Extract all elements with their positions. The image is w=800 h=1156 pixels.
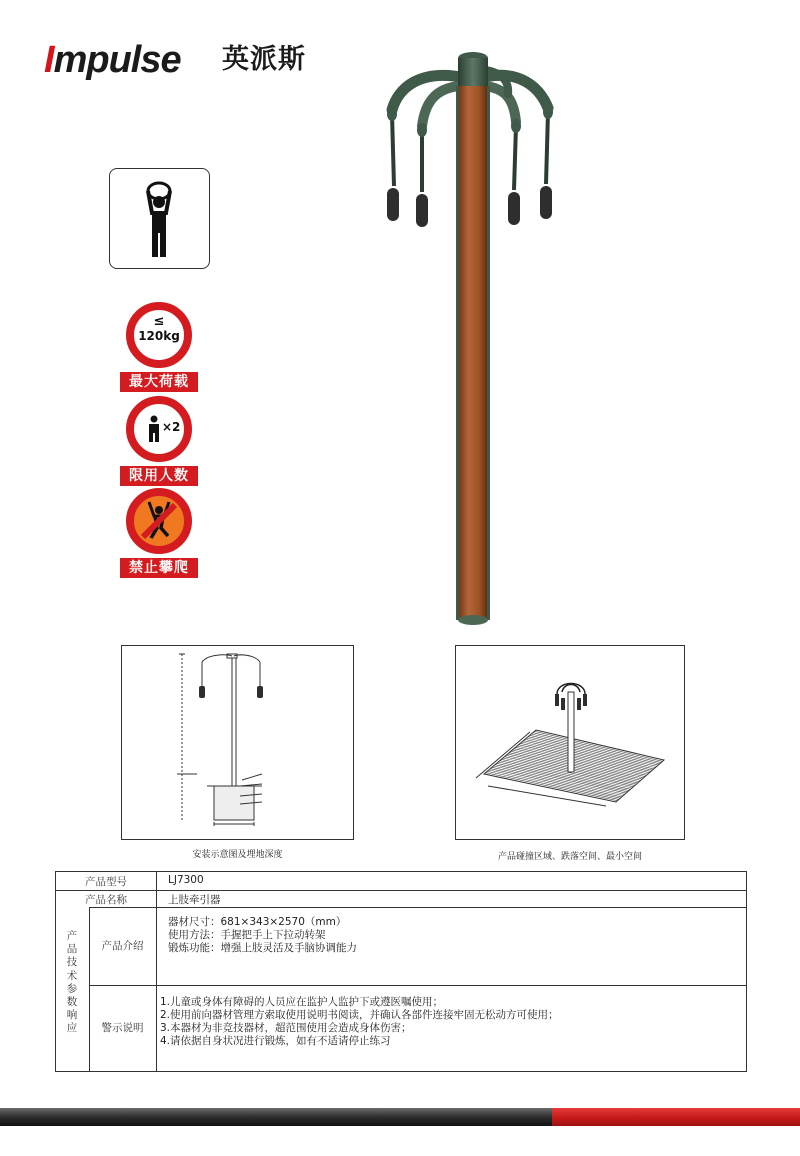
hatch-line (533, 733, 661, 763)
product-render (380, 48, 570, 630)
warning-line: 3.本器材为非竞技器材，超范围使用会造成身体伤害； (160, 1022, 412, 1034)
no-climb-sign (120, 488, 198, 578)
hatch-line (531, 734, 659, 764)
exercise-pictogram (109, 168, 210, 269)
product-name-label: 产品名称 (85, 894, 127, 906)
user-limit-label: 限用人数 (120, 466, 198, 486)
max-load-symbol: ≤ (153, 314, 165, 329)
installation-caption: 安装示意图及埋地深度 (192, 850, 283, 860)
table-divider (156, 872, 157, 1071)
warning-label: 警示说明 (101, 1022, 144, 1034)
no-climb-label: 禁止攀爬 (120, 558, 198, 578)
user-limit-sign (120, 396, 198, 486)
hatch-line (534, 731, 662, 761)
safety-area-drawing (455, 645, 685, 840)
installation-diagram (122, 646, 353, 839)
warning-line: 4.请依据自身状况进行锻炼，如有不适请停止练习 (160, 1035, 391, 1047)
brand-initial: I (44, 39, 54, 81)
brand-name-rest: mpulse (53, 39, 181, 81)
footer-bar-dark (0, 1108, 552, 1126)
footer-bar-red (552, 1108, 800, 1126)
safety-area-caption: 产品碰撞区域、跌落空间、最小空间 (497, 852, 642, 862)
table-divider (89, 985, 746, 986)
upper-limb-trainer-image (380, 48, 570, 630)
max-load-sign (120, 302, 198, 392)
model-label: 产品型号 (85, 876, 127, 888)
intro-content (168, 916, 357, 955)
hatch-line (530, 735, 658, 765)
max-load-label: 最大荷载 (120, 372, 198, 392)
max-load-circle-icon (126, 302, 192, 368)
table-divider (89, 907, 746, 908)
tech-params-label: 产品技术参数响应 (66, 930, 78, 1035)
warning-line: 1.儿童或身体有障碍的人员应在监护人监护下或遵医嘱使用； (160, 996, 444, 1008)
brand-name-en (44, 38, 181, 82)
user-pulling-icon (110, 169, 208, 267)
intro-line: 器材尺寸：681×343×2570（mm） (168, 916, 347, 928)
intro-line: 使用方法：手握把手上下拉动转架 (168, 929, 326, 941)
warning-content (160, 996, 559, 1048)
max-load-weight: 120kg (138, 329, 180, 343)
brand-name-cn: 英派斯 (222, 44, 306, 75)
product-name-value: 上肢牵引器 (168, 894, 221, 906)
model-value: LJ7300 (168, 874, 204, 886)
no-climb-circle-icon (126, 488, 192, 554)
installation-drawing (121, 645, 354, 840)
brand-logo (44, 38, 344, 82)
table-divider (89, 907, 90, 1071)
user-limit-circle-icon (126, 396, 192, 462)
user-limit-count: ×2 (162, 420, 181, 434)
hatch-line (528, 737, 657, 767)
safety-area-diagram (456, 646, 684, 839)
intro-line: 锻炼功能：增强上肢灵活及手脑协调能力 (168, 942, 357, 954)
spec-table (55, 871, 747, 1072)
table-divider (56, 890, 746, 891)
intro-label: 产品介绍 (101, 940, 144, 952)
climber-icon (134, 496, 184, 546)
warning-line: 2.使用前向器材管理方索取使用说明书阅读，并确认各部件连接牢固无松动方可使用； (160, 1009, 559, 1021)
